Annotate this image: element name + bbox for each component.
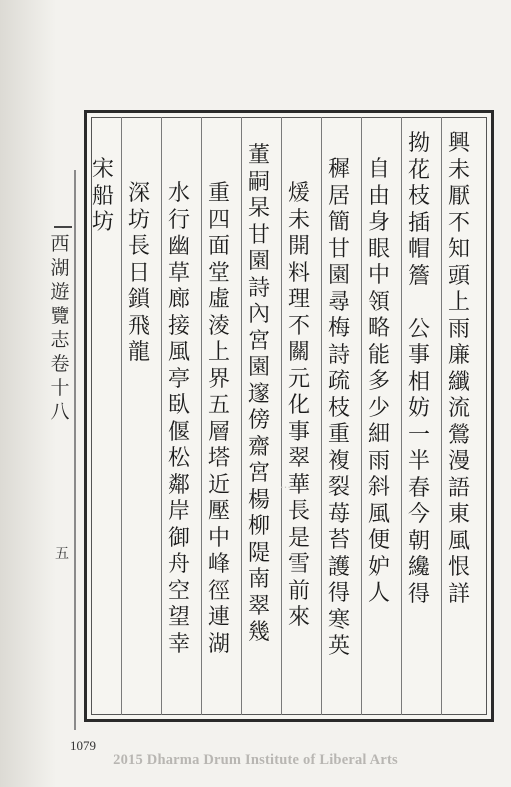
text-column-10: [91, 157, 115, 237]
column-rule: [401, 117, 402, 715]
column-rule: [281, 117, 282, 715]
text-column-3: [367, 157, 391, 608]
column-text: 煖 未 開 料 理 不 關 元 化 事 翠 華 長 是 雪 前 來: [287, 181, 310, 630]
margin-folio: 五: [55, 546, 69, 562]
text-column-9: [127, 181, 151, 367]
column-text: 拗 花 枝 插 帽 簷 公 事 相 妨 一 半 春 今 朝 纔 得: [407, 131, 430, 607]
column-text: 水 行 幽 草 廊 接 風 亭 臥 偃 松 鄰 岸 御 舟 空 望 幸: [167, 181, 190, 657]
column-text: 興 未 厭 不 知 頭 上 雨 廉 纖 流 鶯 漫 語 東 風 恨 詳: [447, 131, 470, 607]
text-column-5: [287, 181, 311, 632]
text-column-8: [167, 181, 191, 658]
column-text: 董 嗣 杲 甘 園 詩 內 宮 園 邃 傍 齋 宮 楊 柳 隄 南 翠 幾: [247, 143, 270, 645]
column-rule: [441, 117, 442, 715]
text-column-6: [247, 143, 271, 647]
page-number: 1079: [70, 738, 96, 753]
column-rule: [161, 117, 162, 715]
column-text: 宋 船 坊: [91, 157, 114, 235]
column-rule: [321, 117, 322, 715]
text-column-4: [327, 157, 351, 661]
column-text: 自 由 身 眼 中 領 略 能 多 少 細 雨 斜 風 便 妒 人: [367, 157, 390, 606]
margin-fish-tail: [54, 226, 72, 228]
column-rule: [121, 117, 122, 715]
margin-line: [74, 170, 76, 730]
text-column-7: [207, 181, 231, 658]
column-rule: [361, 117, 362, 715]
text-column-2: [407, 131, 431, 608]
watermark: 2015 Dharma Drum Institute of Liberal Arts: [113, 752, 398, 768]
margin-title: 西 湖 遊 覽 志 卷 十 八: [50, 233, 70, 423]
column-text: 穉 居 簡 甘 園 尋 梅 詩 疏 枝 重 複 裂 苺 苔 護 得 寒 英: [327, 157, 350, 659]
column-text: 深 坊 長 日 鎖 飛 龍: [127, 181, 150, 365]
faint-stamp: …: [280, 478, 291, 491]
text-column-1: [447, 131, 471, 608]
column-rule: [201, 117, 202, 715]
column-rule: [241, 117, 242, 715]
text-frame: [84, 110, 494, 722]
column-text: 重 四 面 堂 虛 淩 上 界 五 層 塔 近 壓 中 峰 徑 連 湖: [207, 181, 230, 657]
